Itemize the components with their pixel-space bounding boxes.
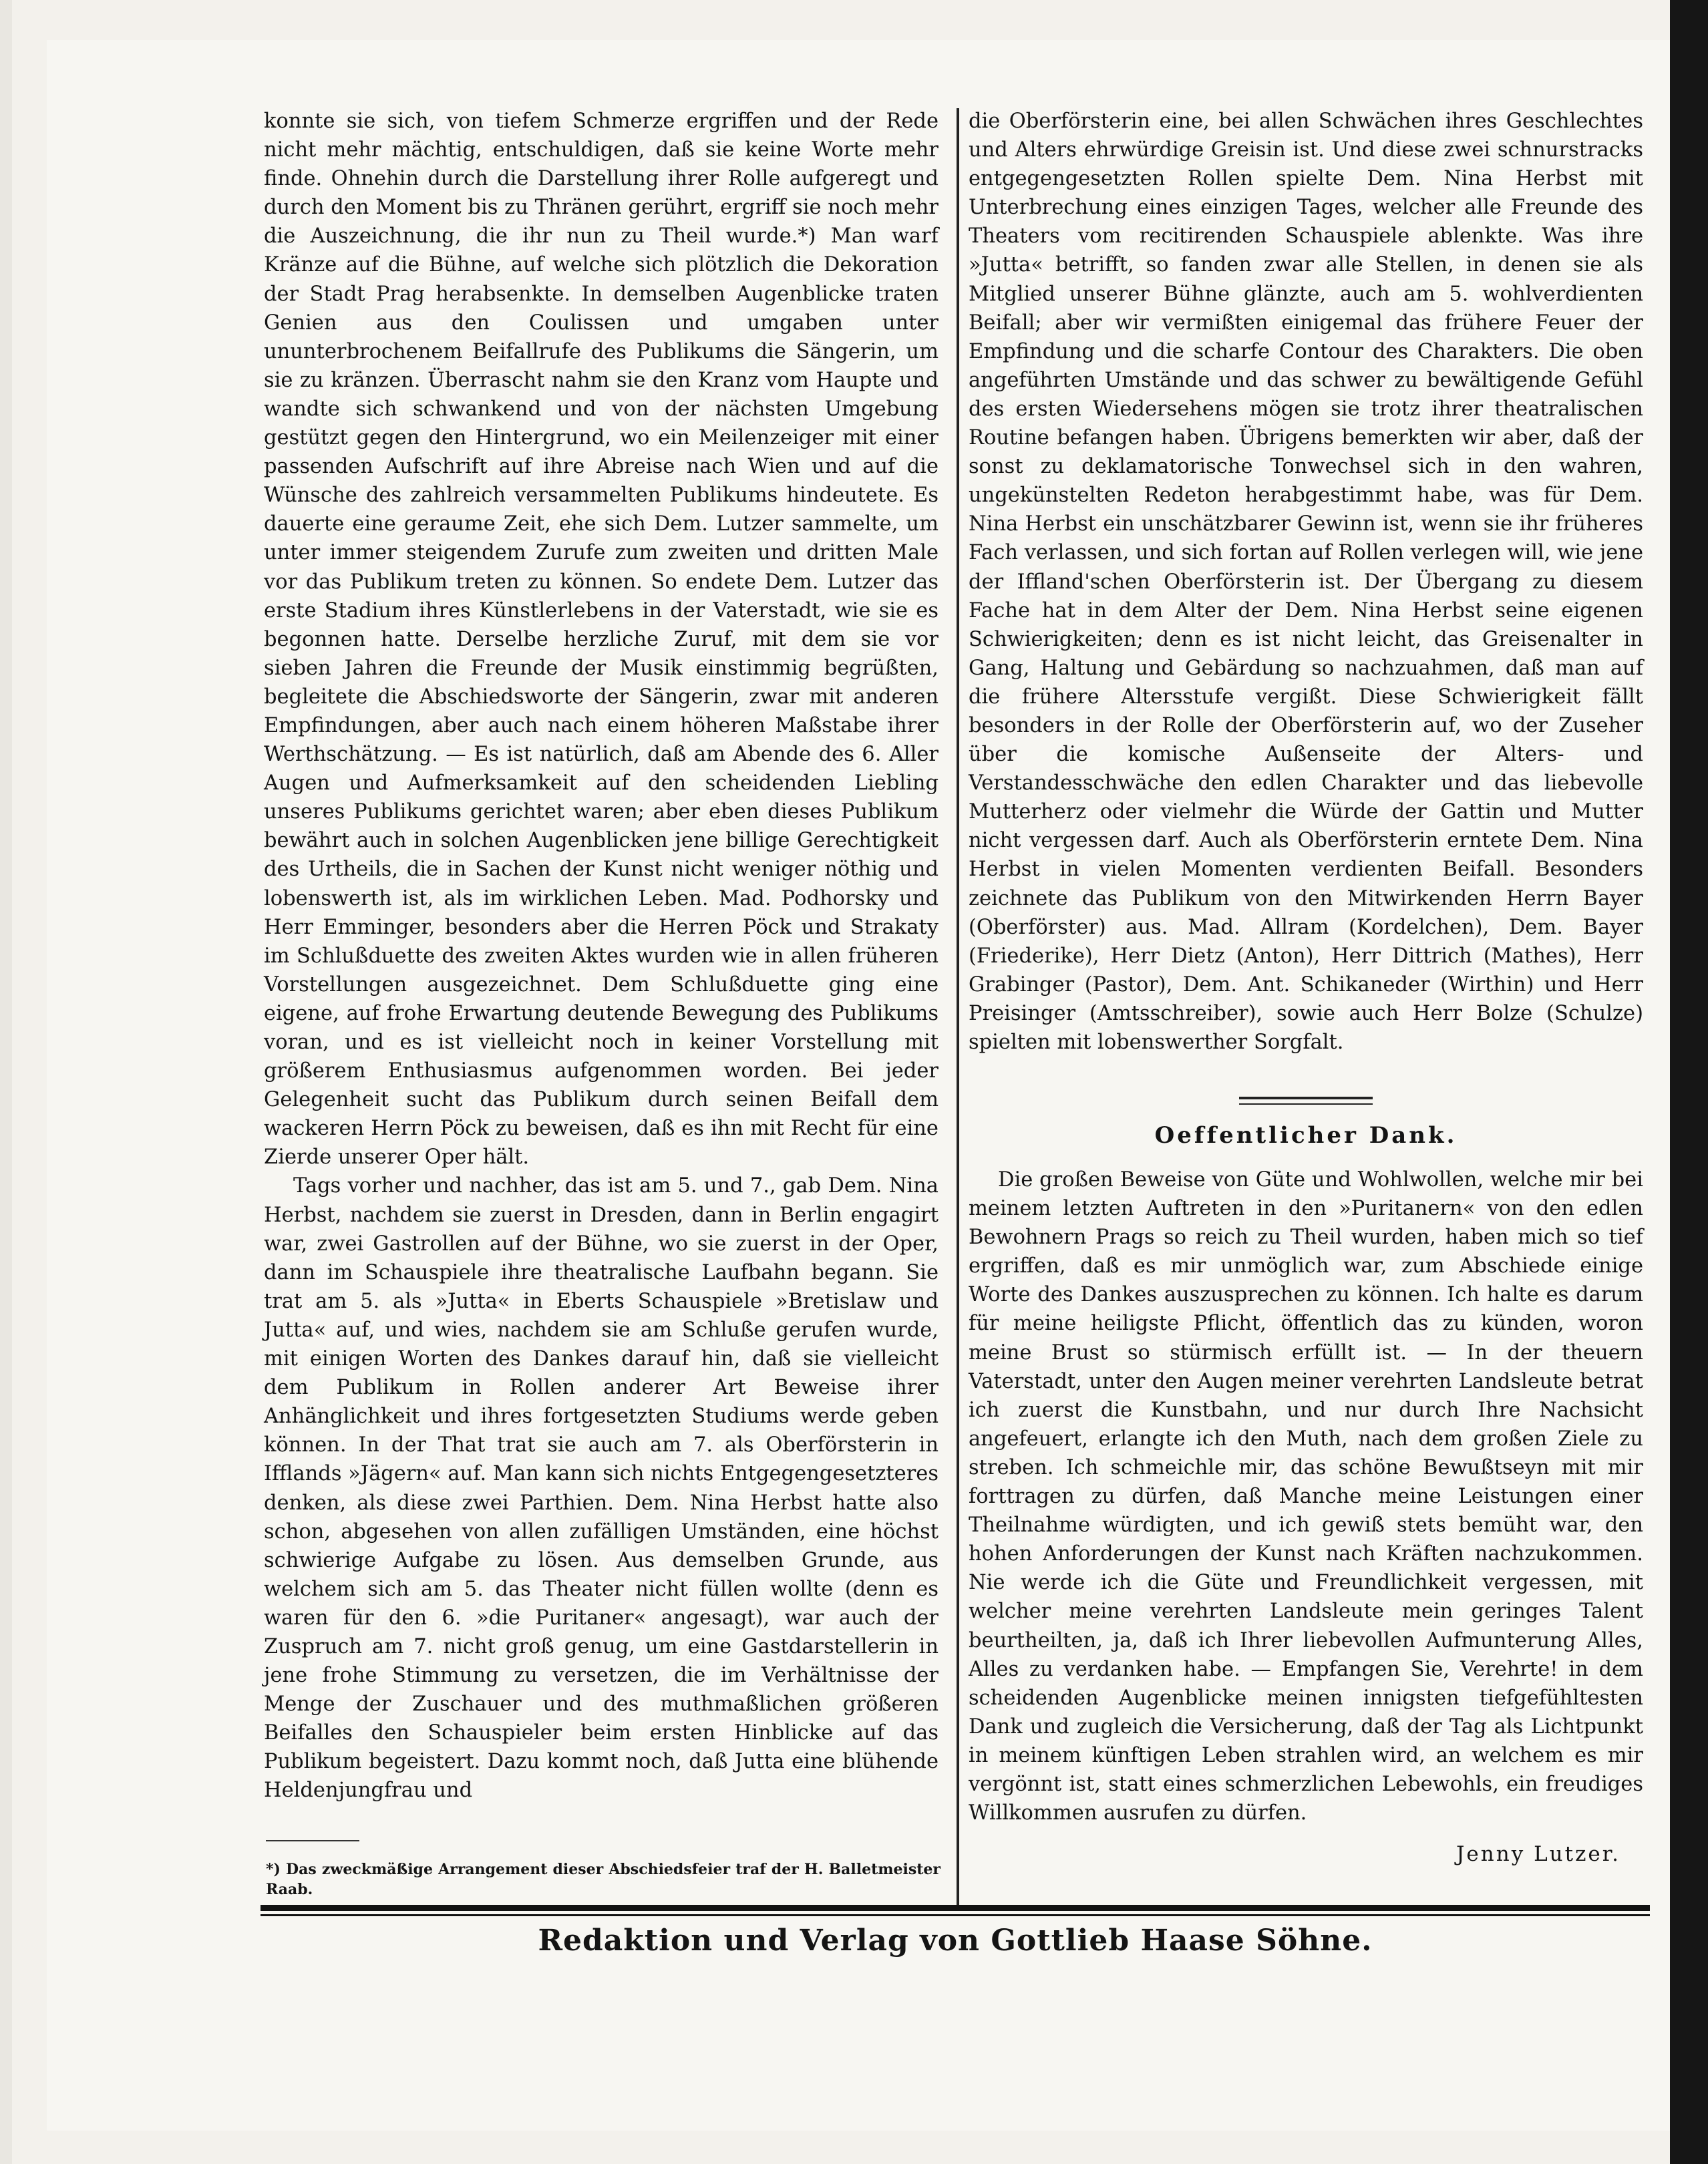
footnote: *) Das zweckmäßige Arrangement dieser Abschiedsfeier traf der H. Balletmeister Raab. [266,1861,941,1898]
thanks-paragraph: Die großen Beweise von Güte und Wohlwollen, welche mir bei meinem letzten Auftreten in den »Puritanern« von den edlen Bewohnern Prags so reich zu Theil wurden, haben mich so tief ergriffen, daß es mir unmöglich war, zum Abschiede einige Worte des Dankes auszusprechen zu können. Ich halte es darum für meine heiligste Pflicht, öffentlich das zu künden, woron meine Brust so stürmisch erfüllt ist. — In der theuern Vaterstadt, unter den Augen meiner verehrten Landsleute betrat ich zuerst die Kunstbahn, und nur durch Ihre Nachsicht angefeuert, erlangte ich den Muth, nach dem großen Ziele zu streben. Ich schmeichle mir, das schöne Bewußtseyn mit mir forttragen zu dürfen, daß Manche meine Leistungen einer Theilnahme würdigten, und ich gewiß stets bemüht war, den hohen Anforderungen der Kunst nach Kräften nachzukommen. Nie werde ich die Güte und Freundlichkeit vergessen, mit welcher meine verehrten Landsleute mein geringes Talent beurtheilten, ja, daß ich Ihrer liebevollen Aufmunterung Alles, Alles zu verdanken habe. — Empfangen Sie, Verehrte! in dem scheidenden Augenblicke meinen innigsten tiefgefühltesten Dank und zugleich die Versicherung, daß der Tag als Lichtpunkt in meinem künftigen Leben strahlen wird, an welchem es mir vergönnt ist, statt eines schmerzlichen Lebewohls, ein freudiges Willkommen ausrufen zu dürfen. [969,1168,1643,1825]
right-paragraph-1: die Oberförsterin eine, bei allen Schwächen ihres Geschlechtes und Alters ehrwürdige Greisin ist. Und diese zwei schnurstracks entgegengesetzten Rollen spielte Dem. Nina Herbst mit Unterbrechung eines einzigen Tages, welcher alle Freunde des Theaters vom recitirenden Schauspiele ablenkte. Was ihre »Jutta« betrifft, so fanden zwar alle Stellen, in denen sie als Mitglied unserer Bühne glänzte, auch am 5. wohlverdienten Beifall; aber wir vermißten einigemal das frühere Feuer der Empfindung und die scharfe Contour des Charakters. Die oben angeführten Umstände und das schwer zu bewältigende Gefühl des ersten Wiedersehens mögen sie trotz ihrer theatralischen Routine befangen haben. Übrigens bemerkten wir aber, daß der sonst zu deklamatorische Tonwechsel sich in den wahren, ungekünstelten Redeton herabgestimmt habe, was für Dem. Nina Herbst ein unschätzbarer Gewinn ist, wenn sie ihr früheres Fach verlassen, und sich fortan auf Rollen verlegen will, wie jene der Iffland'schen Oberförsterin ist. Der Übergang zu diesem Fache hat in dem Alter der Dem. Nina Herbst seine eigenen Schwierigkeiten; denn es ist nicht leicht, das Greisenalter in Gang, Haltung und Gebärdung so nachzuahmen, daß man auf die frühere Altersstufe vergißt. Diese Schwierigkeit fällt besonders in der Rolle der Oberförsterin auf, wo der Zuseher über die komische Außenseite der Alters- und Verstandesschwäche den edlen Charakter und das liebevolle Mutterherz oder vielmehr die Würde der Gattin und Mutter nicht vergessen darf. Auch als Oberförsterin erntete Dem. Nina Herbst in vielen Momenten verdienten Beifall. Besonders zeichnete das Publikum von den Mitwirkenden Herrn Bayer (Oberförster) aus. Mad. Allram (Kordelchen), Dem. Bayer (Friederike), Herr Dietz (Anton), Herr Dittrich (Mathes), Herr Grabinger (Pastor), Dem. Ant. Schikaneder (Wirthin) und Herr Preisinger (Amtsschreiber), sowie auch Herr Bolze (Schulze) spielten mit lobenswerther Sorgfalt. [969,110,1643,1054]
right-column [969,107,1643,1057]
section-rule [1239,1097,1373,1099]
scan-margin-left [0,0,12,2164]
left-paragraph-2: Tags vorher und nachher, das ist am 5. und 7., gab Dem. Nina Herbst, nachdem sie zuerst in Dresden, dann in Berlin engagirt war, zwei Gastrollen auf der Bühne, wo sie zuerst in der Oper, dann im Schauspiele ihre theatralische Laufbahn begann. Sie trat am 5. als »Jutta« in Eberts Schauspiele »Bretislaw und Jutta« auf, und wies, nachdem sie am Schluße gerufen wurde, mit einigen Worten des Dankes darauf hin, daß sie vielleicht dem Publikum in Rollen anderer Art Beweise ihrer Anhänglichkeit und ihres fortgesetzten Studiums werde geben können. In der That trat sie auch am 7. als Oberförsterin in Ifflands »Jägern« auf. Man kann sich nichts Entgegengesetzteres denken, als diese zwei Parthien. Dem. Nina Herbst hatte also schon, abgesehen von allen zufälligen Umständen, eine höchst schwierige Aufgabe zu lösen. Aus demselben Grunde, aus welchem sich am 5. das Theater nicht füllen wollte (denn es waren für den 6. »die Puritaner« angesagt), war auch der Zuspruch am 7. nicht groß genug, um eine Gastdarstellerin in jene frohe Stimmung zu versetzen, die im Verhältnisse der Menge der Zuschauer und des muthmaßlichen größeren Beifalles den Schauspieler beim ersten Hinblicke auf das Publikum begeistert. Dazu kommt noch, daß Jutta eine blühende Heldenjungfrau und [264,1174,938,1803]
left-column [264,107,938,1805]
left-paragraph-1: konnte sie sich, von tiefem Schmerze ergriffen und der Rede nicht mehr mächtig, entschuldigen, daß sie keine Worte mehr finde. Ohnehin durch die Darstellung ihrer Rolle aufgeregt und durch den Moment bis zu Thränen gerührt, ergriff sie noch mehr die Auszeichnung, die ihr nun zu Theil wurde.*) Man warf Kränze auf die Bühne, auf welche sich plötzlich die Dekoration der Stadt Prag herabsenkte. In demselben Augenblicke traten Genien aus den Coulissen und umgaben unter ununterbrochenem Beifallrufe des Publikums die Sängerin, um sie zu kränzen. Überrascht nahm sie den Kranz vom Haupte und wandte sich schwankend und von der nächsten Umgebung gestützt gegen den Hintergrund, wo ein Meilenzeiger mit einer passenden Aufschrift auf ihre Abreise nach Wien und auf die Wünsche des zahlreich versammelten Publikums hindeutete. Es dauerte eine geraume Zeit, ehe sich Dem. Lutzer sammelte, um unter immer steigendem Zurufe zum zweiten und dritten Male vor das Publikum treten zu können. So endete Dem. Lutzer das erste Stadium ihres Künstlerlebens in der Vaterstadt, wie sie es begonnen hatte. Derselbe herzliche Zuruf, mit dem sie vor sieben Jahren die Freunde der Musik einstimmig begrüßten, begleitete die Abschiedsworte der Sängerin, zwar mit anderen Empfindungen, aber auch nach einem höheren Maßstabe ihrer Werthschätzung. — Es ist natürlich, daß am Abende des 6. Aller Augen und Aufmerksamkeit auf den scheidenden Liebling unseres Publikums gerichtet waren; aber eben dieses Publikum bewährt auch in solchen Augenblicken jene billige Gerechtigkeit des Urtheils, die in Sachen der Kunst nicht weniger nöthig und lobenswerth ist, als im wirklichen Leben. Mad. Podhorsky und Herr Emminger, besonders aber die Herren Pöck und Strakaty im Schlußduette des zweiten Aktes wurden wie in allen früheren Vorstellungen ausgezeichnet. Dem Schlußduette ging eine eigene, auf frohe Erwartung deutende Bewegung des Publikums voran, und es ist vielleicht noch in keiner Vorstellung mit größerem Enthusiasmus aufgenommen worden. Bei jeder Gelegenheit sucht das Publikum durch seinen Beifall dem wackeren Herrn Pöck zu beweisen, daß es ihn mit Recht für eine Zierde unserer Oper hält. [264,110,938,1169]
footnote-rule [266,1840,359,1841]
section-rule-thin [1239,1103,1373,1105]
section-heading: Oeffentlicher Dank. [1154,1122,1458,1149]
thanks-column [969,1165,1643,1827]
bottom-rule [261,1905,1650,1911]
signature: Jenny Lutzer. [1456,1842,1621,1866]
imprint: Redaktion und Verlag von Gottlieb Haase Söhne. [538,1924,1373,1958]
column-divider [957,108,959,1905]
bottom-rule-thin [261,1914,1650,1916]
scan-edge-dark [1670,0,1708,2164]
